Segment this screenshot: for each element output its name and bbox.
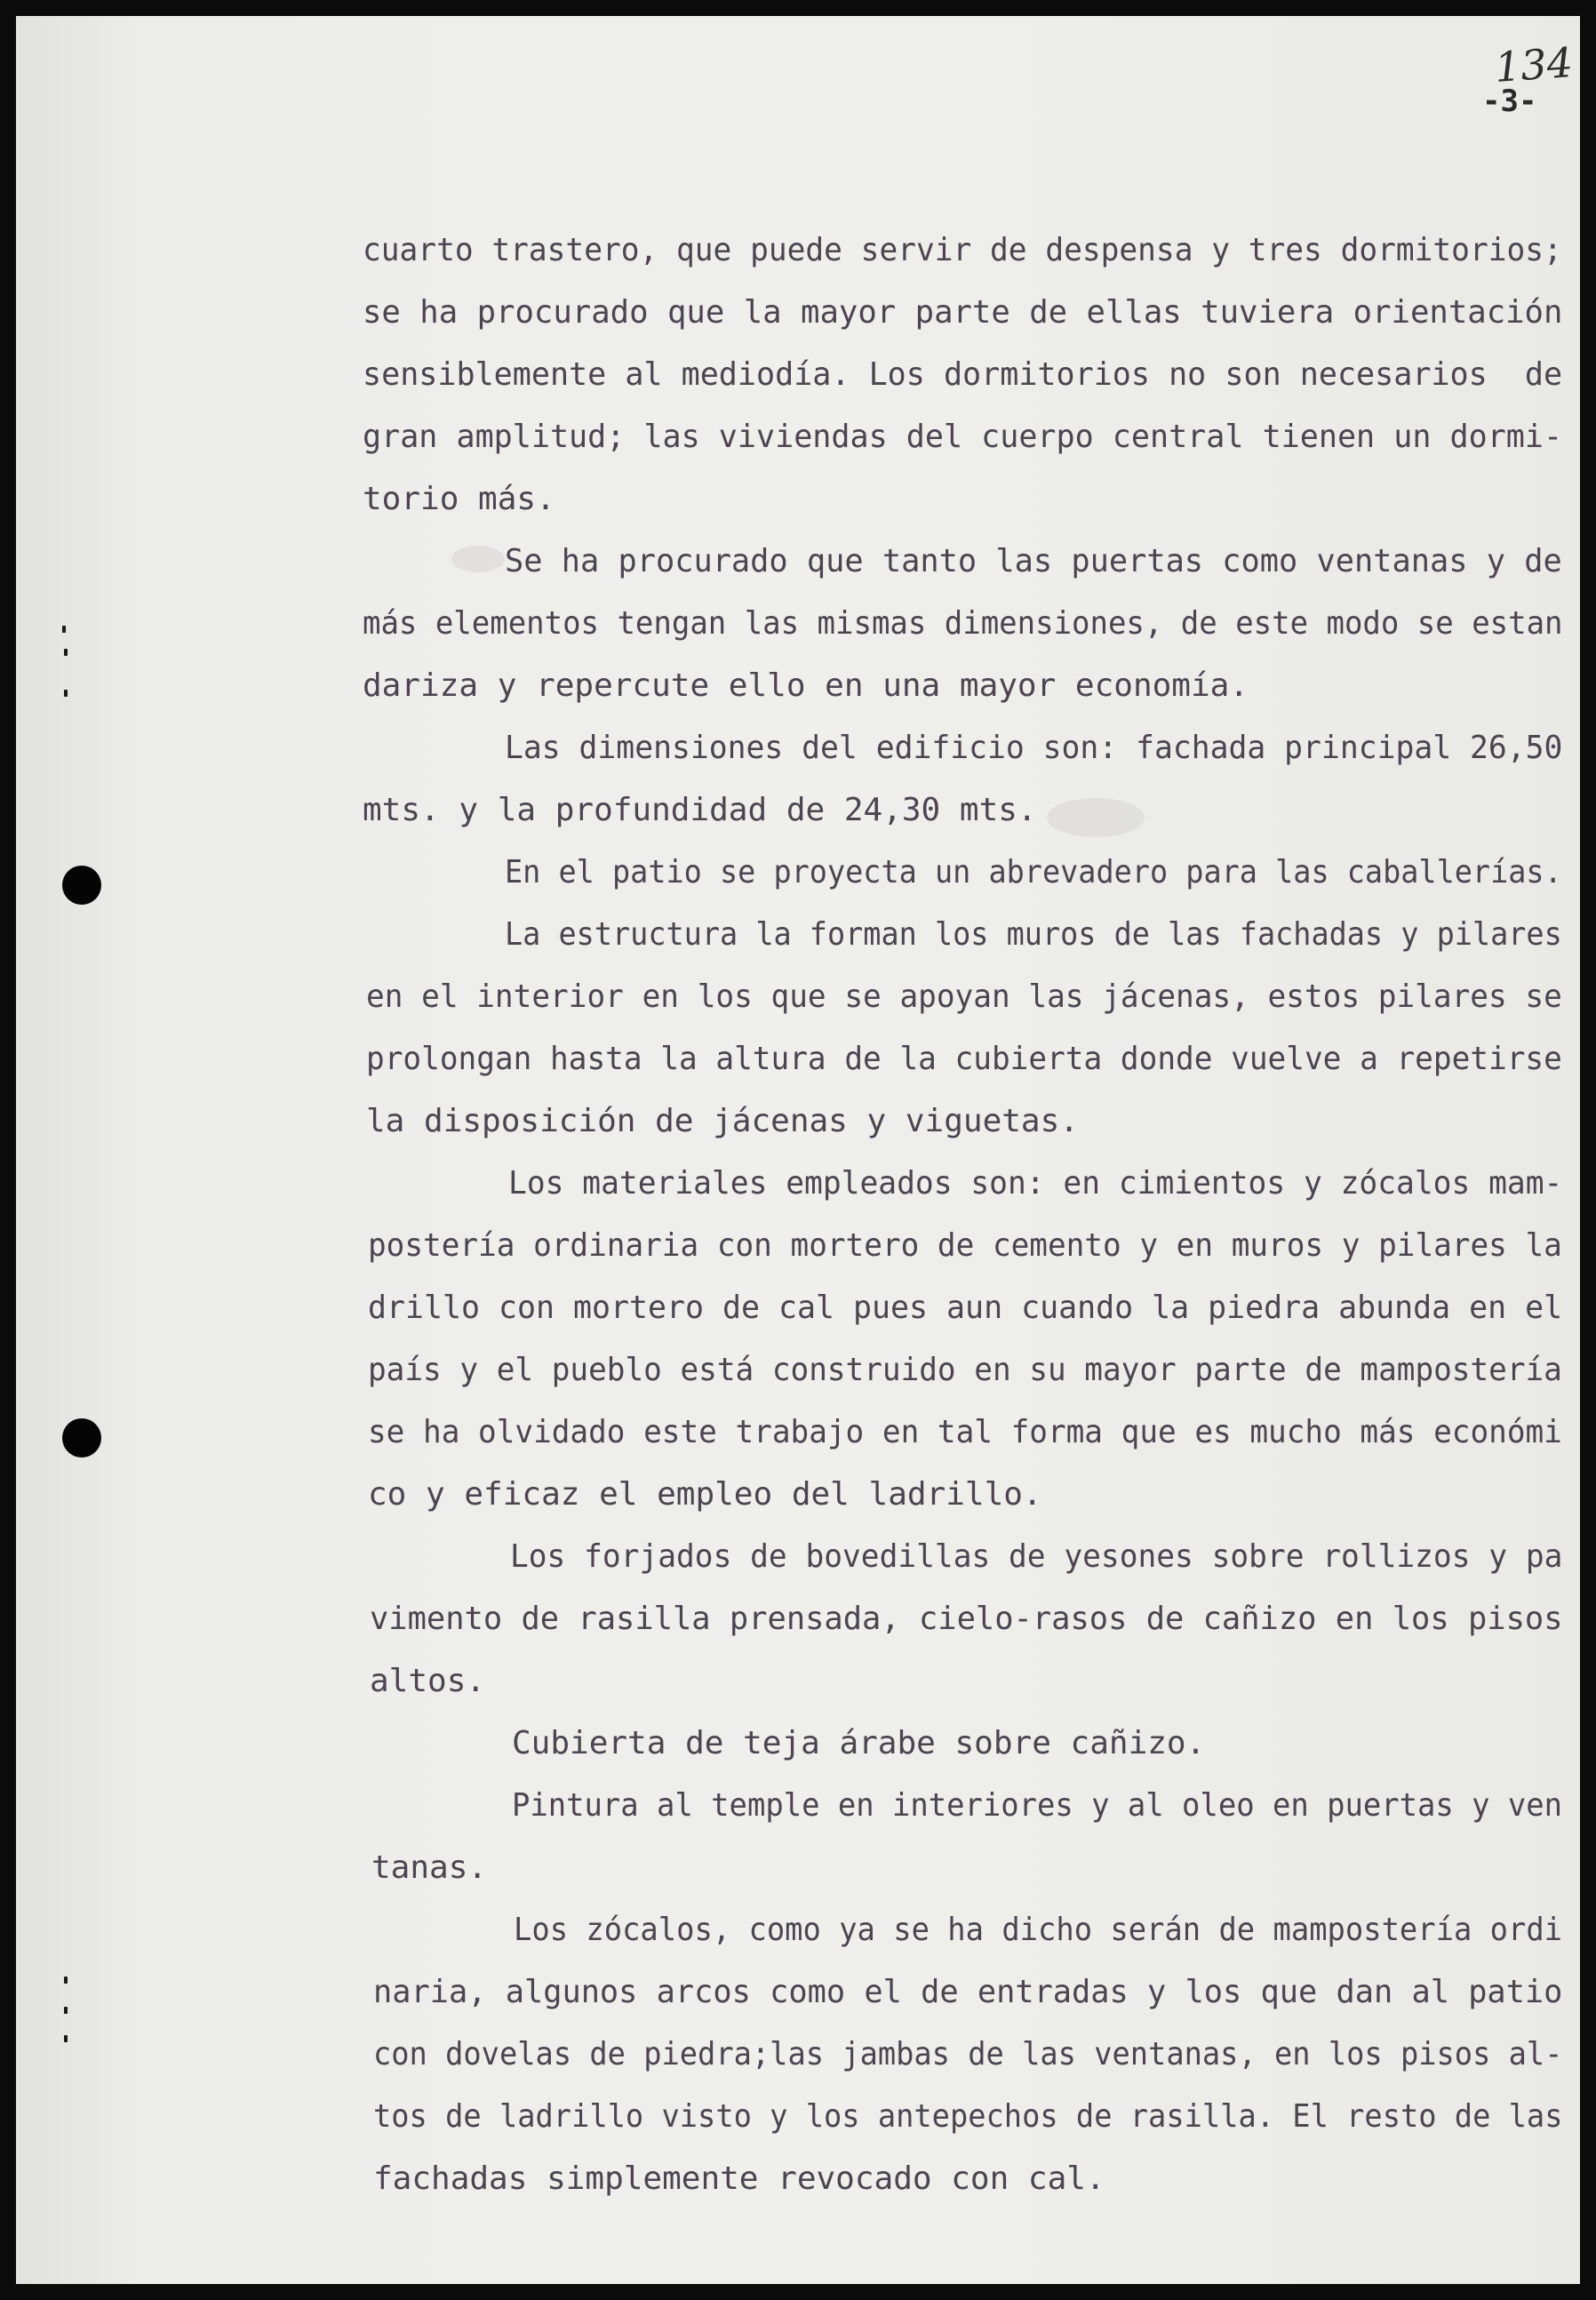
text-line: gran amplitud; las viviendas del cuerpo central tienen un dormi-: [363, 419, 1563, 455]
text-line: Se ha procurado que tanto las puertas como ventanas y de: [505, 543, 1562, 579]
text-line: tanas.: [371, 1849, 488, 1886]
text-line: Pintura al temple en interiores y al oleo en puertas y ven: [512, 1787, 1563, 1824]
text-line: Los zócalos, como ya se ha dicho serán de mampostería ordi: [514, 1912, 1563, 1948]
typed-body-text: [16, 16, 1580, 2284]
text-line: drillo con mortero de cal pues aun cuando la piedra abunda en el: [368, 1290, 1563, 1326]
document-page: [16, 16, 1580, 2284]
text-line: Cubierta de teja árabe sobre cañizo.: [512, 1725, 1206, 1761]
text-line: en el interior en los que se apoyan las jácenas, estos pilares se: [366, 978, 1562, 1015]
text-line: se ha procurado que la mayor parte de ellas tuviera orientación: [363, 294, 1563, 331]
text-line: tos de ladrillo visto y los antepechos de rasilla. El resto de las: [373, 2098, 1563, 2135]
text-line: mts. y la profundidad de 24,30 mts.: [363, 792, 1037, 828]
text-line: postería ordinaria con mortero de cemento y en muros y pilares la: [368, 1227, 1562, 1264]
text-line: prolongan hasta la altura de la cubierta donde vuelve a repetirse: [366, 1041, 1562, 1077]
text-line: con dovelas de piedra;las jambas de las ventanas, en los pisos al-: [373, 2036, 1563, 2072]
text-line: cuarto trastero, que puede servir de despensa y tres dormitorios;: [363, 232, 1562, 268]
text-line: En el patio se proyecta un abrevadero para las caballerías.: [505, 854, 1562, 890]
text-line: más elementos tengan las mismas dimensiones, de este modo se estan: [363, 605, 1563, 642]
text-line: sensiblemente al mediodía. Los dormitorios no son necesarios de: [363, 356, 1563, 393]
text-line: Los materiales empleados son: en cimientos y zócalos mam-: [508, 1165, 1563, 1202]
text-line: vimento de rasilla prensada, cielo-rasos de cañizo en los pisos: [370, 1601, 1563, 1637]
text-line: fachadas simplemente revocado con cal.: [373, 2160, 1105, 2197]
text-line: la disposición de jácenas y viguetas.: [366, 1103, 1079, 1139]
text-line: co y eficaz el empleo del ladrillo.: [368, 1476, 1042, 1513]
text-line: dariza y repercute ello en una mayor economía.: [363, 667, 1249, 704]
text-line: país y el pueblo está construido en su mayor parte de mampostería: [368, 1352, 1562, 1388]
folio-number: 134: [1493, 38, 1575, 92]
text-line: se ha olvidado este trabajo en tal forma que es mucho más económi: [368, 1414, 1562, 1450]
text-line: altos.: [370, 1663, 486, 1699]
text-line: Los forjados de bovedillas de yesones sobre rollizos y pa: [510, 1538, 1563, 1575]
text-line: torio más.: [363, 481, 555, 517]
text-line: Las dimensiones del edificio son: fachada principal 26,50: [505, 730, 1563, 766]
page-number: -3-: [1482, 84, 1537, 119]
text-line: naria, algunos arcos como el de entradas y los que dan al patio: [373, 1974, 1563, 2010]
text-line: La estructura la forman los muros de las fachadas y pilares: [505, 916, 1562, 953]
